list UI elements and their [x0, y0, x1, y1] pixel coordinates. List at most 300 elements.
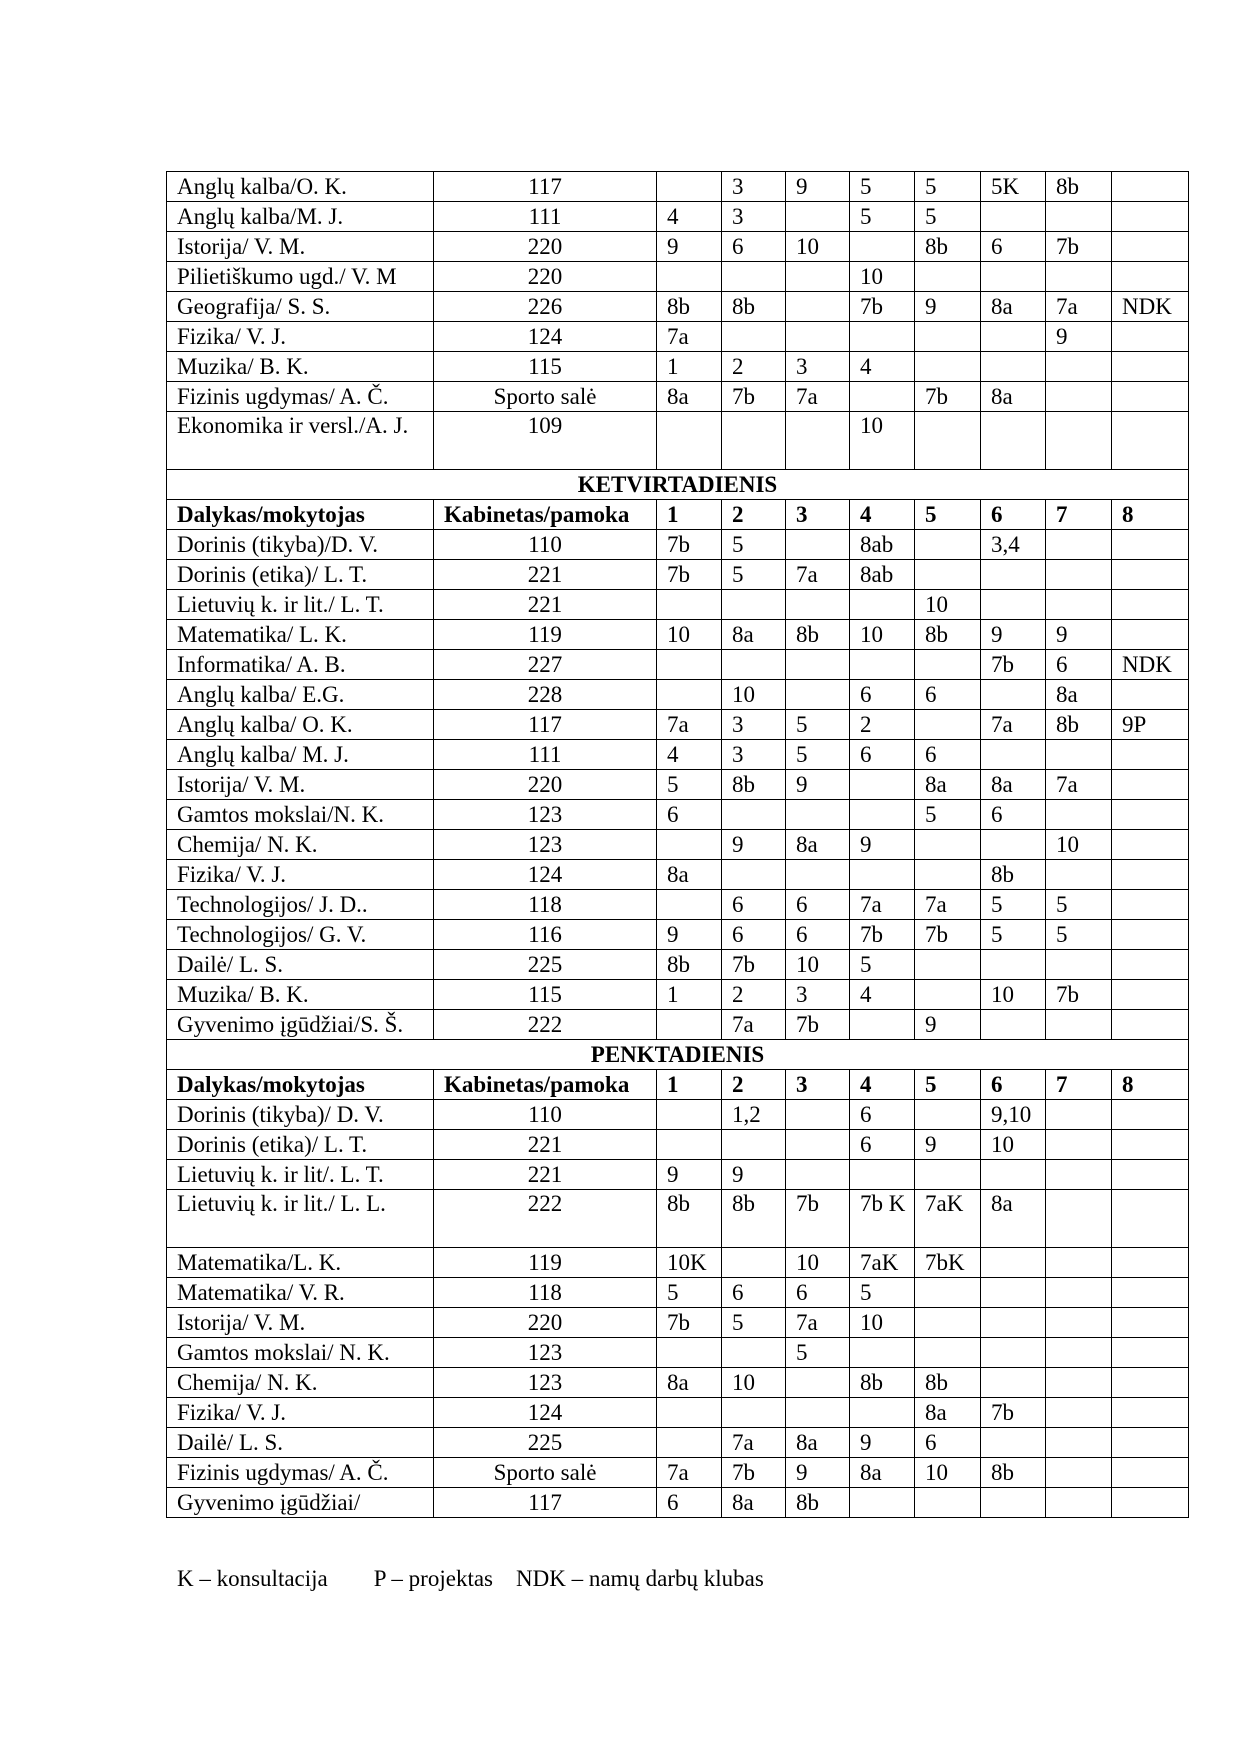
- subject-teacher-cell: Anglų kalba/ M. J.: [167, 740, 434, 770]
- lesson-cell: [1112, 202, 1189, 232]
- subject-teacher-cell: Lietuvių k. ir lit/. L. T.: [167, 1160, 434, 1190]
- header-row: [167, 500, 1189, 530]
- lesson-cell: 5: [850, 950, 915, 980]
- subject-teacher-cell: Istorija/ V. M.: [167, 1308, 434, 1338]
- subject-teacher-cell: Lietuvių k. ir lit./ L. L.: [167, 1190, 434, 1248]
- lesson-cell: [1046, 1248, 1112, 1278]
- lesson-cell: 7b: [786, 1010, 850, 1040]
- lesson-cell: 5: [786, 710, 850, 740]
- lesson-cell: 8b: [657, 950, 722, 980]
- table-row: [167, 890, 1189, 920]
- subject-teacher-cell: Gamtos mokslai/ N. K.: [167, 1338, 434, 1368]
- room-cell: 118: [434, 1278, 657, 1308]
- header-cell: 8: [1112, 500, 1189, 530]
- header-cell: 2: [722, 1070, 786, 1100]
- lesson-cell: [915, 352, 981, 382]
- lesson-cell: [1046, 1190, 1112, 1248]
- lesson-cell: [981, 202, 1046, 232]
- lesson-cell: [1046, 352, 1112, 382]
- table-row: [167, 412, 1189, 470]
- lesson-cell: 6: [850, 1100, 915, 1130]
- lesson-cell: [915, 1488, 981, 1518]
- lesson-cell: [657, 830, 722, 860]
- room-cell: 111: [434, 740, 657, 770]
- lesson-cell: 10: [915, 1458, 981, 1488]
- lesson-cell: [1046, 1458, 1112, 1488]
- header-cell: 6: [981, 500, 1046, 530]
- subject-teacher-cell: Dorinis (tikyba)/ D. V.: [167, 1100, 434, 1130]
- header-cell: 3: [786, 500, 850, 530]
- room-cell: 118: [434, 890, 657, 920]
- lesson-cell: 9: [786, 770, 850, 800]
- lesson-cell: 9: [657, 920, 722, 950]
- lesson-cell: 6: [981, 232, 1046, 262]
- lesson-cell: 6: [915, 680, 981, 710]
- lesson-cell: 6: [1046, 650, 1112, 680]
- lesson-cell: [981, 590, 1046, 620]
- subject-teacher-cell: Lietuvių k. ir lit./ L. T.: [167, 590, 434, 620]
- lesson-cell: 10: [722, 680, 786, 710]
- lesson-cell: 7a: [722, 1428, 786, 1458]
- table-row: [167, 1308, 1189, 1338]
- table-row: [167, 530, 1189, 560]
- lesson-cell: 7a: [1046, 292, 1112, 322]
- lesson-cell: 9: [786, 172, 850, 202]
- room-cell: 110: [434, 1100, 657, 1130]
- lesson-cell: 5: [915, 202, 981, 232]
- table-row: [167, 800, 1189, 830]
- lesson-cell: 4: [850, 352, 915, 382]
- room-cell: 110: [434, 530, 657, 560]
- room-cell: 117: [434, 710, 657, 740]
- lesson-cell: [1112, 950, 1189, 980]
- lesson-cell: 7b: [722, 950, 786, 980]
- room-cell: 119: [434, 1248, 657, 1278]
- lesson-cell: [1112, 412, 1189, 470]
- header-cell: 5: [915, 1070, 981, 1100]
- lesson-cell: [1112, 1190, 1189, 1248]
- table-row: [167, 1398, 1189, 1428]
- lesson-cell: 9: [722, 1160, 786, 1190]
- room-cell: 109: [434, 412, 657, 470]
- lesson-cell: [1112, 1338, 1189, 1368]
- room-cell: Sporto salė: [434, 382, 657, 412]
- header-cell: 8: [1112, 1070, 1189, 1100]
- table-row: [167, 980, 1189, 1010]
- lesson-cell: 8b: [722, 1190, 786, 1248]
- lesson-cell: 8a: [722, 1488, 786, 1518]
- lesson-cell: 5: [786, 740, 850, 770]
- lesson-cell: 9P: [1112, 710, 1189, 740]
- lesson-cell: [722, 590, 786, 620]
- lesson-cell: 9: [657, 1160, 722, 1190]
- lesson-cell: [981, 352, 1046, 382]
- lesson-cell: [850, 232, 915, 262]
- header-cell: 1: [657, 500, 722, 530]
- lesson-cell: [722, 1130, 786, 1160]
- lesson-cell: 8b: [915, 1368, 981, 1398]
- lesson-cell: 10: [657, 620, 722, 650]
- lesson-cell: 7b: [915, 382, 981, 412]
- lesson-cell: [1046, 1488, 1112, 1518]
- lesson-cell: [1046, 1398, 1112, 1428]
- lesson-cell: 5: [722, 560, 786, 590]
- table-row: [167, 1368, 1189, 1398]
- lesson-cell: [915, 322, 981, 352]
- lesson-cell: [1046, 1130, 1112, 1160]
- lesson-cell: [722, 1248, 786, 1278]
- subject-teacher-cell: Matematika/ L. K.: [167, 620, 434, 650]
- room-cell: 225: [434, 950, 657, 980]
- lesson-cell: 3: [722, 172, 786, 202]
- timetable: [166, 171, 1189, 1518]
- lesson-cell: [1112, 1428, 1189, 1458]
- lesson-cell: 5: [915, 800, 981, 830]
- lesson-cell: 7a: [786, 382, 850, 412]
- lesson-cell: [1046, 1100, 1112, 1130]
- lesson-cell: [1046, 530, 1112, 560]
- table-row: [167, 830, 1189, 860]
- lesson-cell: 5: [657, 1278, 722, 1308]
- lesson-cell: 6: [850, 680, 915, 710]
- lesson-cell: [1112, 530, 1189, 560]
- lesson-cell: [722, 322, 786, 352]
- room-cell: 221: [434, 560, 657, 590]
- subject-teacher-cell: Anglų kalba/ O. K.: [167, 710, 434, 740]
- room-cell: 117: [434, 1488, 657, 1518]
- lesson-cell: [1046, 1338, 1112, 1368]
- header-cell: Kabinetas/pamoka: [434, 500, 657, 530]
- legend: K – konsultacija P – projektas NDK – namų darbų klubas: [177, 1566, 764, 1591]
- lesson-cell: [915, 710, 981, 740]
- lesson-cell: 8b: [1046, 172, 1112, 202]
- lesson-cell: [1112, 1100, 1189, 1130]
- lesson-cell: [786, 680, 850, 710]
- room-cell: 116: [434, 920, 657, 950]
- lesson-cell: 9,10: [981, 1100, 1046, 1130]
- lesson-cell: [1112, 740, 1189, 770]
- lesson-cell: 5: [850, 202, 915, 232]
- lesson-cell: [981, 262, 1046, 292]
- lesson-cell: [722, 800, 786, 830]
- lesson-cell: 9: [657, 232, 722, 262]
- lesson-cell: 8b: [786, 1488, 850, 1518]
- subject-teacher-cell: Dorinis (etika)/ L. T.: [167, 1130, 434, 1160]
- lesson-cell: 7a: [1046, 770, 1112, 800]
- lesson-cell: [1046, 1368, 1112, 1398]
- lesson-cell: 10: [786, 1248, 850, 1278]
- lesson-cell: [1046, 560, 1112, 590]
- table-row: [167, 1190, 1189, 1248]
- lesson-cell: 6: [786, 1278, 850, 1308]
- lesson-cell: [981, 1278, 1046, 1308]
- lesson-cell: 7aK: [850, 1248, 915, 1278]
- room-cell: 222: [434, 1190, 657, 1248]
- lesson-cell: [1046, 590, 1112, 620]
- subject-teacher-cell: Technologijos/ G. V.: [167, 920, 434, 950]
- lesson-cell: [915, 650, 981, 680]
- lesson-cell: 8b: [850, 1368, 915, 1398]
- lesson-cell: [657, 1428, 722, 1458]
- table-row: [167, 590, 1189, 620]
- lesson-cell: [915, 412, 981, 470]
- subject-teacher-cell: Geografija/ S. S.: [167, 292, 434, 322]
- lesson-cell: 7a: [722, 1010, 786, 1040]
- lesson-cell: [1046, 412, 1112, 470]
- lesson-cell: [657, 680, 722, 710]
- timetable-body: [167, 172, 1189, 1518]
- subject-teacher-cell: Gyvenimo įgūdžiai/S. Š.: [167, 1010, 434, 1040]
- room-cell: 115: [434, 352, 657, 382]
- lesson-cell: [1112, 920, 1189, 950]
- table-row: [167, 680, 1189, 710]
- header-cell: 3: [786, 1070, 850, 1100]
- lesson-cell: 10: [981, 1130, 1046, 1160]
- lesson-cell: [786, 590, 850, 620]
- lesson-cell: 6: [786, 890, 850, 920]
- subject-teacher-cell: Dorinis (etika)/ L. T.: [167, 560, 434, 590]
- header-cell: Dalykas/mokytojas: [167, 500, 434, 530]
- lesson-cell: 9: [786, 1458, 850, 1488]
- lesson-cell: [786, 202, 850, 232]
- lesson-cell: 7a: [915, 890, 981, 920]
- lesson-cell: [1112, 322, 1189, 352]
- lesson-cell: [786, 292, 850, 322]
- room-cell: 117: [434, 172, 657, 202]
- lesson-cell: 3: [722, 740, 786, 770]
- lesson-cell: 5: [981, 920, 1046, 950]
- subject-teacher-cell: Technologijos/ J. D..: [167, 890, 434, 920]
- lesson-cell: 9: [1046, 322, 1112, 352]
- lesson-cell: 8b: [915, 620, 981, 650]
- lesson-cell: NDK: [1112, 292, 1189, 322]
- lesson-cell: [915, 560, 981, 590]
- lesson-cell: [915, 1278, 981, 1308]
- lesson-cell: 1,2: [722, 1100, 786, 1130]
- lesson-cell: [981, 1488, 1046, 1518]
- table-row: [167, 560, 1189, 590]
- table-row: [167, 920, 1189, 950]
- subject-teacher-cell: Anglų kalba/M. J.: [167, 202, 434, 232]
- lesson-cell: [915, 1100, 981, 1130]
- lesson-cell: [915, 530, 981, 560]
- lesson-cell: 3,4: [981, 530, 1046, 560]
- lesson-cell: 8b: [915, 232, 981, 262]
- table-row: [167, 1130, 1189, 1160]
- lesson-cell: [657, 172, 722, 202]
- lesson-cell: 9: [981, 620, 1046, 650]
- lesson-cell: 5: [850, 1278, 915, 1308]
- lesson-cell: 8a: [850, 1458, 915, 1488]
- lesson-cell: [915, 980, 981, 1010]
- lesson-cell: 9: [1046, 620, 1112, 650]
- lesson-cell: [915, 1338, 981, 1368]
- lesson-cell: 8a: [786, 1428, 850, 1458]
- lesson-cell: 5: [850, 172, 915, 202]
- table-row: [167, 770, 1189, 800]
- room-cell: 222: [434, 1010, 657, 1040]
- room-cell: 124: [434, 322, 657, 352]
- lesson-cell: [1112, 590, 1189, 620]
- lesson-cell: [786, 1368, 850, 1398]
- lesson-cell: 10: [722, 1368, 786, 1398]
- lesson-cell: [1112, 1010, 1189, 1040]
- lesson-cell: [915, 860, 981, 890]
- lesson-cell: 5: [1046, 890, 1112, 920]
- lesson-cell: 8a: [981, 1190, 1046, 1248]
- lesson-cell: 5K: [981, 172, 1046, 202]
- table-row: [167, 262, 1189, 292]
- header-cell: Dalykas/mokytojas: [167, 1070, 434, 1100]
- lesson-cell: 8a: [657, 382, 722, 412]
- lesson-cell: 8a: [981, 292, 1046, 322]
- table-row: [167, 1160, 1189, 1190]
- lesson-cell: [1112, 172, 1189, 202]
- subject-teacher-cell: Gamtos mokslai/N. K.: [167, 800, 434, 830]
- lesson-cell: 7b: [1046, 232, 1112, 262]
- lesson-cell: 7a: [657, 710, 722, 740]
- lesson-cell: [786, 322, 850, 352]
- day-heading: PENKTADIENIS: [167, 1040, 1189, 1070]
- lesson-cell: 8b: [1046, 710, 1112, 740]
- lesson-cell: 8a: [981, 770, 1046, 800]
- lesson-cell: 7b: [786, 1190, 850, 1248]
- lesson-cell: NDK: [1112, 650, 1189, 680]
- table-row: [167, 172, 1189, 202]
- day-heading-row: [167, 1040, 1189, 1070]
- room-cell: 123: [434, 830, 657, 860]
- lesson-cell: [1112, 1398, 1189, 1428]
- subject-teacher-cell: Istorija/ V. M.: [167, 770, 434, 800]
- day-heading-row: [167, 470, 1189, 500]
- subject-teacher-cell: Dorinis (tikyba)/D. V.: [167, 530, 434, 560]
- lesson-cell: [850, 1160, 915, 1190]
- lesson-cell: [981, 950, 1046, 980]
- subject-teacher-cell: Fizinis ugdymas/ A. Č.: [167, 1458, 434, 1488]
- lesson-cell: [981, 322, 1046, 352]
- lesson-cell: [1046, 800, 1112, 830]
- lesson-cell: 9: [850, 1428, 915, 1458]
- lesson-cell: [981, 830, 1046, 860]
- lesson-cell: 1: [657, 352, 722, 382]
- subject-teacher-cell: Chemija/ N. K.: [167, 1368, 434, 1398]
- lesson-cell: [850, 800, 915, 830]
- lesson-cell: 8ab: [850, 560, 915, 590]
- lesson-cell: [1112, 980, 1189, 1010]
- lesson-cell: [850, 650, 915, 680]
- lesson-cell: [850, 1338, 915, 1368]
- lesson-cell: 10K: [657, 1248, 722, 1278]
- lesson-cell: [915, 830, 981, 860]
- lesson-cell: 7b: [915, 920, 981, 950]
- lesson-cell: [1112, 1368, 1189, 1398]
- lesson-cell: [657, 890, 722, 920]
- lesson-cell: [786, 800, 850, 830]
- lesson-cell: [722, 262, 786, 292]
- lesson-cell: 10: [786, 232, 850, 262]
- header-cell: 2: [722, 500, 786, 530]
- subject-teacher-cell: Matematika/L. K.: [167, 1248, 434, 1278]
- lesson-cell: 8a: [915, 770, 981, 800]
- lesson-cell: [850, 382, 915, 412]
- lesson-cell: [786, 860, 850, 890]
- lesson-cell: 5: [657, 770, 722, 800]
- lesson-cell: [1046, 1428, 1112, 1458]
- lesson-cell: [1112, 382, 1189, 412]
- table-row: [167, 292, 1189, 322]
- table-row: [167, 202, 1189, 232]
- room-cell: 221: [434, 590, 657, 620]
- lesson-cell: [657, 412, 722, 470]
- table-row: [167, 1458, 1189, 1488]
- lesson-cell: 8a: [1046, 680, 1112, 710]
- lesson-cell: [657, 1100, 722, 1130]
- lesson-cell: 2: [722, 352, 786, 382]
- lesson-cell: 9: [915, 1130, 981, 1160]
- lesson-cell: 5: [786, 1338, 850, 1368]
- lesson-cell: [657, 262, 722, 292]
- lesson-cell: [1046, 1160, 1112, 1190]
- lesson-cell: 6: [850, 1130, 915, 1160]
- lesson-cell: [786, 1160, 850, 1190]
- lesson-cell: 8a: [981, 382, 1046, 412]
- lesson-cell: 7b: [657, 560, 722, 590]
- lesson-cell: [722, 650, 786, 680]
- room-cell: 221: [434, 1130, 657, 1160]
- lesson-cell: [1112, 1458, 1189, 1488]
- lesson-cell: [981, 1248, 1046, 1278]
- lesson-cell: 3: [722, 202, 786, 232]
- lesson-cell: [657, 590, 722, 620]
- lesson-cell: [850, 590, 915, 620]
- lesson-cell: [915, 1308, 981, 1338]
- lesson-cell: 7bK: [915, 1248, 981, 1278]
- lesson-cell: 8b: [981, 860, 1046, 890]
- room-cell: 228: [434, 680, 657, 710]
- lesson-cell: [981, 680, 1046, 710]
- lesson-cell: [915, 262, 981, 292]
- lesson-cell: [1112, 1160, 1189, 1190]
- lesson-cell: [981, 740, 1046, 770]
- lesson-cell: [850, 1488, 915, 1518]
- lesson-cell: 5: [981, 890, 1046, 920]
- subject-teacher-cell: Fizika/ V. J.: [167, 1398, 434, 1428]
- lesson-cell: 9: [915, 292, 981, 322]
- lesson-cell: 2: [850, 710, 915, 740]
- lesson-cell: 8a: [722, 620, 786, 650]
- lesson-cell: [1046, 262, 1112, 292]
- room-cell: 226: [434, 292, 657, 322]
- subject-teacher-cell: Fizinis ugdymas/ A. Č.: [167, 382, 434, 412]
- table-row: [167, 322, 1189, 352]
- lesson-cell: 7b: [850, 920, 915, 950]
- table-row: [167, 1010, 1189, 1040]
- lesson-cell: 6: [657, 1488, 722, 1518]
- lesson-cell: 8a: [657, 1368, 722, 1398]
- lesson-cell: [1046, 1010, 1112, 1040]
- room-cell: 123: [434, 1368, 657, 1398]
- lesson-cell: 6: [786, 920, 850, 950]
- lesson-cell: 7aK: [915, 1190, 981, 1248]
- lesson-cell: [1112, 352, 1189, 382]
- lesson-cell: [786, 262, 850, 292]
- lesson-cell: 10: [850, 1308, 915, 1338]
- lesson-cell: [1112, 1130, 1189, 1160]
- lesson-cell: [981, 1368, 1046, 1398]
- subject-teacher-cell: Dailė/ L. S.: [167, 950, 434, 980]
- lesson-cell: 8b: [657, 292, 722, 322]
- lesson-cell: 8b: [786, 620, 850, 650]
